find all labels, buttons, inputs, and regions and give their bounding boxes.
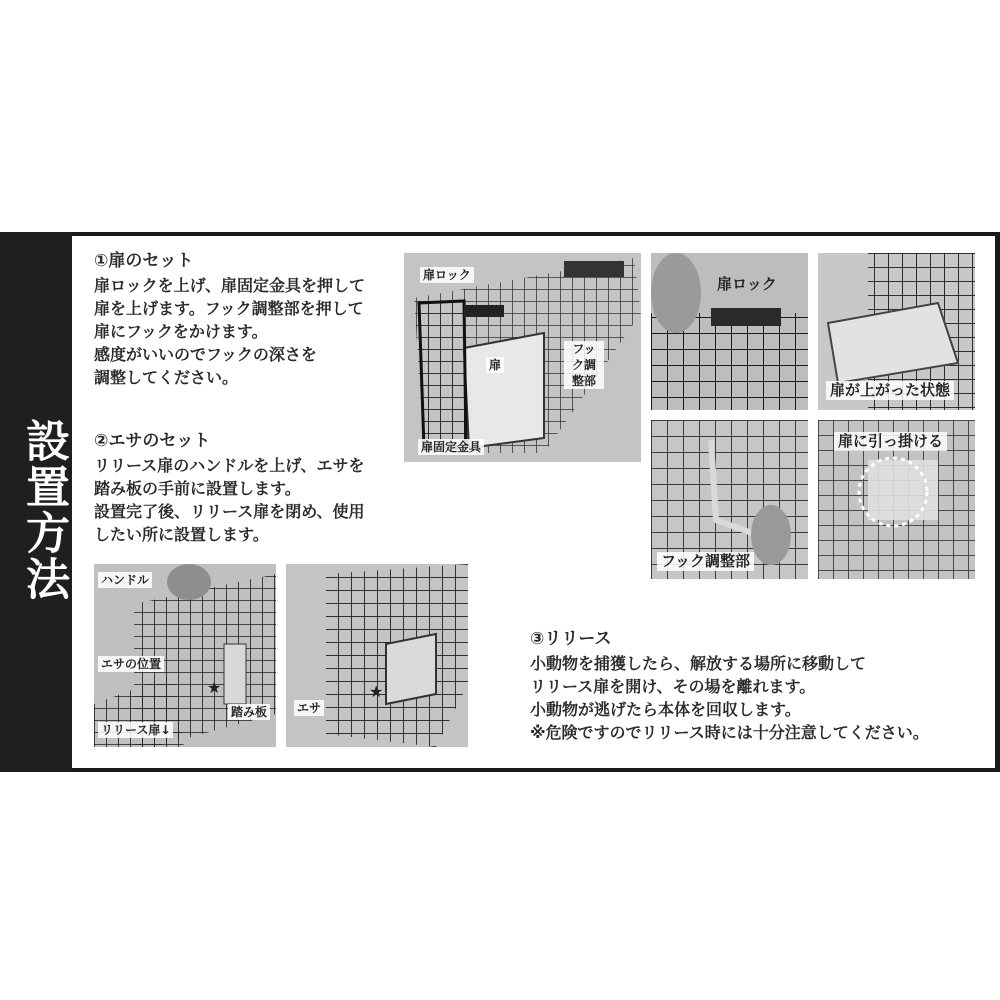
frame-right-border xyxy=(995,232,1000,772)
label-door-lock: 扉ロック xyxy=(420,267,474,283)
photo-bait-handle xyxy=(94,564,276,747)
frame-top-border xyxy=(0,232,1000,236)
bait-star-icon: ★ xyxy=(369,682,384,701)
label-pedal: 踏み板 xyxy=(228,704,270,720)
step2-section xyxy=(94,430,365,546)
label-handle: ハンドル xyxy=(98,572,152,588)
step3-line: ※危険ですのでリリース時には十分注意してください。 xyxy=(530,723,929,742)
step1-line: 調整してください。 xyxy=(94,368,239,387)
frame-bottom-border xyxy=(0,768,1000,772)
step3-heading: ③リリース xyxy=(530,629,612,649)
label-hook-adjust: フック調整部 xyxy=(564,341,604,389)
photo-lock-closeup xyxy=(651,253,808,410)
label-release-door: リリース扉↓ xyxy=(98,722,173,738)
step1-heading: ①扉のセット xyxy=(94,251,194,271)
label-hook-on-door: 扉に引っ掛ける xyxy=(834,432,947,451)
photo-trap-door xyxy=(404,253,641,462)
step3-section xyxy=(530,628,929,744)
photo-door-raised xyxy=(818,253,975,410)
label-bait: エサ xyxy=(294,700,324,716)
label-door-raised: 扉が上がった状態 xyxy=(826,381,954,400)
step2-heading: ②エサのセット xyxy=(94,431,211,451)
label-bait-position: エサの位置 xyxy=(98,656,164,672)
step1-line: 扉を上げます。フック調整部を押して xyxy=(94,299,364,318)
label-lock-closeup: 扉ロック xyxy=(717,275,777,293)
bait-star-icon: ★ xyxy=(207,678,222,697)
label-hook-adjust-closeup: フック調整部 xyxy=(657,552,754,571)
step3-line: 小動物が逃げたら本体を回収します。 xyxy=(530,700,801,719)
step1-section xyxy=(94,250,365,389)
photo-hook-adjust xyxy=(651,420,808,579)
step2-line: 設置完了後、リリース扉を閉め、使用 xyxy=(94,502,365,521)
step2-line: 踏み板の手前に設置します。 xyxy=(94,479,301,498)
step2-line: リリース扉のハンドルを上げ、エサを xyxy=(94,456,365,475)
sidebar-title: 設置方法 xyxy=(18,418,69,602)
photo-hook-on-door xyxy=(818,420,975,579)
step3-line: リリース扉を開け、その場を離れます。 xyxy=(530,677,816,696)
label-door: 扉 xyxy=(486,357,504,373)
step2-line: したい所に設置します。 xyxy=(94,525,269,544)
step1-line: 扉にフックをかけます。 xyxy=(94,322,268,341)
step3-line: 小動物を捕獲したら、解放する場所に移動して xyxy=(530,654,867,673)
photo-bait-set xyxy=(286,564,468,747)
step1-line: 感度がいいのでフックの深さを xyxy=(94,345,317,364)
label-door-fixing: 扉固定金具 xyxy=(418,439,484,455)
step1-line: 扉ロックを上げ、扉固定金具を押して xyxy=(94,276,366,295)
